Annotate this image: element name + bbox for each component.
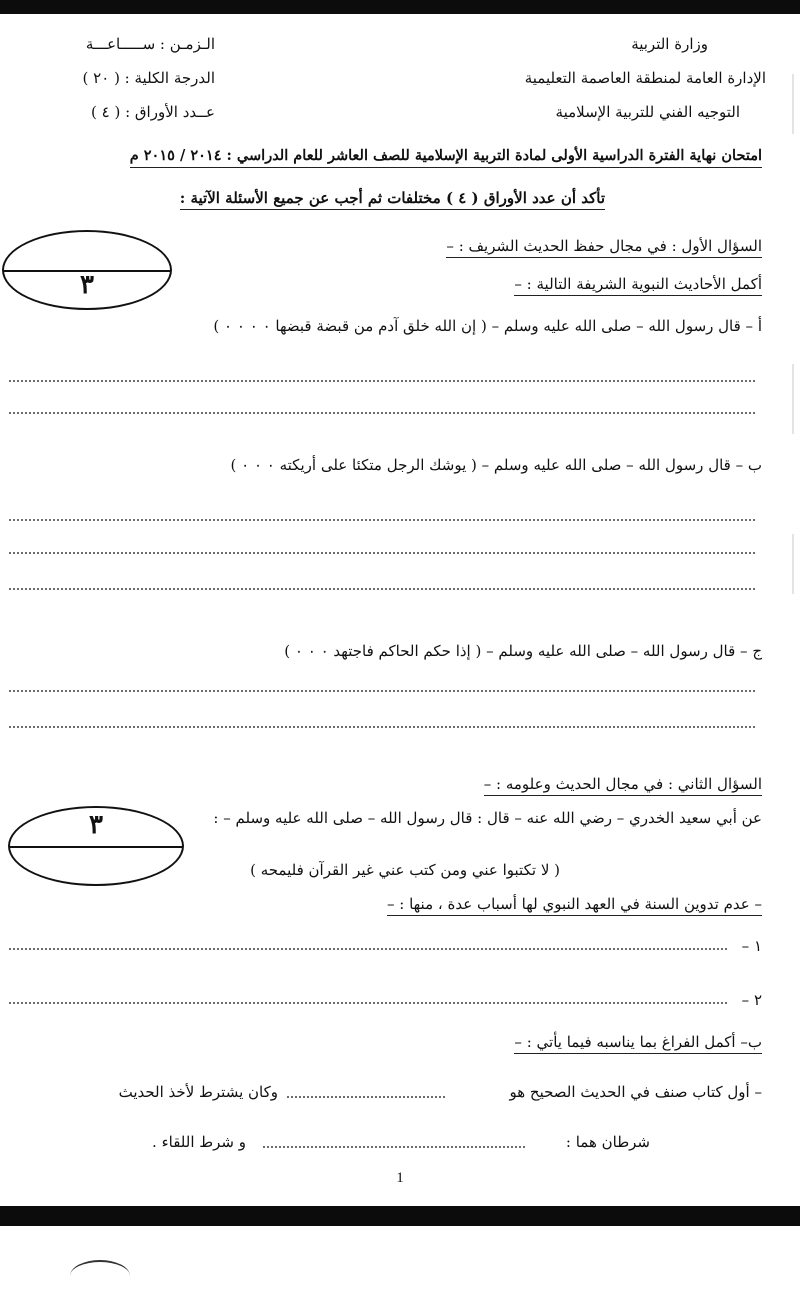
- narration: عن أبي سعيد الخدري – رضي الله عنه – قال : قال رسول الله – صلى الله عليه وسلم – :: [213, 809, 762, 827]
- reasons-prompt: – عدم تدوين السنة في العهد النبوي لها أسباب عدة ، منها : –: [387, 894, 762, 916]
- scan-edge-mark: [792, 534, 794, 594]
- question2-score: ٣: [89, 810, 103, 840]
- reason-1-label: ١ –: [741, 937, 762, 955]
- time-label: الـزمـن : ســـــاعـــة: [85, 35, 215, 53]
- answer-line[interactable]: [8, 412, 756, 414]
- next-page-oval-edge: [70, 1260, 130, 1292]
- fill-1-start: – أول كتاب صنف في الحديث الصحيح هو: [509, 1083, 762, 1101]
- fill-2-blank[interactable]: [262, 1146, 526, 1148]
- exam-page: [0, 14, 800, 1206]
- scan-edge-mark: [792, 74, 794, 134]
- next-page-preview: [0, 1226, 800, 1280]
- directorate-name: الإدارة العامة لمنطقة العاصمة التعليمية: [524, 69, 766, 87]
- instruction: تأكد أن عدد الأوراق ( ٤ ) مختلفات ثم أجب عن جميع الأسئلة الآتية :: [180, 188, 605, 210]
- question1-score-oval: [2, 230, 172, 310]
- question1-title: السؤال الأول : في مجال حفظ الحديث الشريف : –: [446, 236, 762, 258]
- question2-score-oval: [8, 806, 184, 886]
- answer-line[interactable]: [8, 552, 756, 554]
- answer-line[interactable]: [8, 588, 756, 590]
- total-score-label: الدرجة الكلية : ( ٢٠ ): [82, 69, 215, 87]
- reason-2-label: ٢ –: [741, 991, 762, 1009]
- exam-title: امتحان نهاية الفترة الدراسية الأولى لمادة التربية الإسلامية للصف العاشر للعام الدراسي : ٢٠١٤ / ٢٠١٥ م: [130, 146, 762, 168]
- ministry-name: وزارة التربية: [631, 35, 708, 53]
- hadith-c: ج – قال رسول الله – صلى الله عليه وسلم – ( إذا حكم الحاكم فاجتهد ٠ ٠ ٠ ): [284, 642, 762, 660]
- guidance-name: التوجيه الفني للتربية الإسلامية: [555, 103, 740, 121]
- reason-1-answer-line[interactable]: [8, 948, 728, 950]
- question2-title: السؤال الثاني : في مجال الحديث وعلومه : –: [484, 774, 762, 796]
- sheets-count-label: عــدد الأوراق : ( ٤ ): [91, 103, 215, 121]
- top-black-bar: [0, 0, 800, 14]
- answer-line[interactable]: [8, 726, 756, 728]
- fill-1-end: وكان يشترط لأخذ الحديث: [118, 1083, 278, 1101]
- scan-edge-mark: [792, 364, 794, 434]
- bottom-black-bar: [0, 1206, 800, 1226]
- hadith-a: أ – قال رسول الله – صلى الله عليه وسلم – ( إن الله خلق آدم من قبضة قبضها ٠ ٠ ٠ ٠ ): [213, 317, 762, 335]
- question1-subtitle: أكمل الأحاديث النبوية الشريفة التالية : –: [514, 274, 762, 296]
- question1-score: ٣: [80, 270, 94, 300]
- fill-2-end: و شرط اللقاء .: [152, 1133, 246, 1151]
- answer-line[interactable]: [8, 380, 756, 382]
- fill-1-blank[interactable]: [286, 1096, 446, 1098]
- part-b-title: ب– أكمل الفراغ بما يناسبه فيما يأتي : –: [514, 1032, 762, 1054]
- fill-2-start: شرطان هما :: [565, 1133, 650, 1151]
- hadith-b: ب – قال رسول الله – صلى الله عليه وسلم – ( يوشك الرجل متكئا على أريكته ٠ ٠ ٠ ): [230, 456, 762, 474]
- reason-2-answer-line[interactable]: [8, 1002, 728, 1004]
- answer-line[interactable]: [8, 519, 756, 521]
- page-number: 1: [396, 1170, 404, 1186]
- hadith-text: ( لا تكتبوا عني ومن كتب عني غير القرآن فليمحه ): [250, 861, 560, 879]
- answer-line[interactable]: [8, 690, 756, 692]
